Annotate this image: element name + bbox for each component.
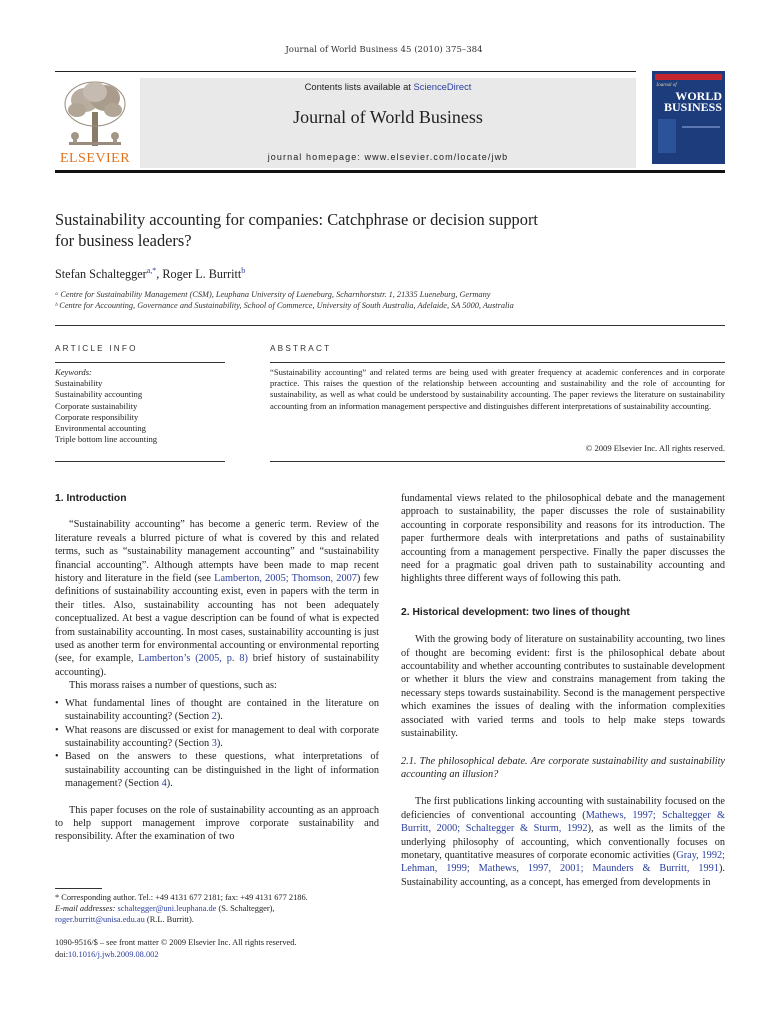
- subsection-text-a: The first publications linking accounting with sustainability focused on the deficiencies of conventional accounting (: [401, 796, 725, 821]
- sciencedirect-link[interactable]: ScienceDirect: [413, 81, 472, 92]
- question-list: [55, 697, 379, 791]
- intro-text-c: brief history of sustainability accounting).: [55, 653, 379, 678]
- keywords-block: [55, 367, 225, 445]
- journal-cover-image: [652, 71, 725, 164]
- question-text: What fundamental lines of thought are contained in the literature on sustainability accounting? (Section: [65, 697, 379, 723]
- keyword-item: Corporate sustainability: [55, 400, 138, 411]
- question-text-end: ).: [166, 778, 173, 790]
- cover-strip: [655, 74, 722, 80]
- section-link[interactable]: 3: [211, 737, 217, 749]
- issn-line: 1090-9516/$ – see front matter © 2009 Elsevier Inc. All rights reserved.: [55, 938, 297, 947]
- subsection-2-1-paragraph: [401, 795, 725, 889]
- intro-paragraph-2: This morass raises a number of questions, such as:: [69, 680, 277, 692]
- journal-homepage[interactable]: journal homepage: www.elsevier.com/locate/jwb: [267, 152, 509, 162]
- doi-line: [55, 949, 379, 961]
- contents-prefix: Contents lists available at: [304, 81, 414, 92]
- cover-world: WORLD: [675, 89, 722, 103]
- intro-paragraph-continued: fundamental views related to the philosophical debate and the management approach to sustainability, the paper discusses the role of sustainability accounting in corporate responsibility and reasons for its introduction. The paper furthermore deals with interpretations and paths of sustainability accounting from a management perspective. Finally the paper discusses the need for a pragmatic goal driven path to sustainability accounting and highlights three different ways of following this path.: [401, 493, 725, 585]
- contents-line: [140, 81, 636, 92]
- question-text-end: ).: [216, 711, 223, 723]
- author-list: [55, 266, 245, 282]
- section-link[interactable]: 4: [161, 778, 167, 790]
- cover-graphic: [658, 119, 676, 153]
- keyword-item: Sustainability: [55, 378, 103, 389]
- intro-paragraph-1: [55, 518, 379, 679]
- article-title-line-1: Sustainability accounting for companies: Catchphrase or decision support: [55, 210, 538, 229]
- cover-journal-of: Journal of: [656, 83, 677, 88]
- publisher-logo-text: ELSEVIER: [59, 151, 131, 166]
- affiliation-b: ᵇ Centre for Accounting, Governance and Sustainability, School of Commerce, University of South Australia, Adelaide, SA 5000, Australia: [55, 301, 514, 310]
- affiliation-a: ᵃ Centre for Sustainability Management (CSM), Leuphana University of Lueneburg, Scharnhorststr. 1, 21335 Lueneburg, Germany: [55, 290, 491, 299]
- citation-link[interactable]: Lamberton’s (2005, p. 8): [138, 653, 248, 665]
- header-rule-top: [55, 71, 636, 72]
- keyword-item: Triple bottom line accounting: [55, 434, 158, 445]
- question-list-item: [55, 697, 379, 724]
- section-2-paragraph: With the growing body of literature on sustainability accounting, two lines of thought are becoming evident: first is the philosophical debate about accountability and whether accounting contributes to sustainable development or whether it blurs the view and constrains management from taking the necessary steps towards sustainability. Second is the management perspective which examines the issues of dealing with the information complexities associated with varied terms and tools to help make steps towards sustainability.: [401, 634, 725, 740]
- author-1: Stefan Schaltegger: [55, 267, 147, 282]
- author-2-affil-link[interactable]: b: [241, 266, 246, 275]
- cover-business: BUSINESS: [663, 100, 722, 114]
- question-list-item: [55, 724, 379, 751]
- intro-paragraph-3: This paper focuses on the role of sustainability accounting as an approach to help support management improve corporate sustainability and responsibility. After the examination of two: [55, 804, 379, 843]
- subsection-2-1-heading: 2.1. The philosophical debate. Are corporate sustainability and sustainability accounting an illusion?: [401, 755, 725, 780]
- author-1-affil-link[interactable]: a,*: [146, 266, 157, 275]
- author-separator: ,: [156, 267, 163, 282]
- email-owner: (S. Schaltegger),: [216, 904, 275, 913]
- citation-link[interactable]: Gray, 1992; Lehman, 1999; Mathews, 1997, 2001; Maunders & Burritt, 1991: [401, 849, 725, 875]
- right-column: [401, 492, 725, 889]
- section-link[interactable]: 2: [211, 711, 217, 723]
- section-1-heading: 1. Introduction: [55, 493, 127, 504]
- keyword-item: Sustainability accounting: [55, 389, 143, 400]
- article-info-rule-bottom: [55, 461, 225, 462]
- article-info-rule-top: [55, 362, 225, 363]
- abstract-copyright: © 2009 Elsevier Inc. All rights reserved.: [585, 443, 725, 453]
- cover-graphic-line: [682, 126, 720, 128]
- header-rule-bottom: [55, 170, 725, 173]
- keyword-item: Corporate responsibility: [55, 411, 139, 422]
- question-list-item: [55, 750, 379, 790]
- section-divider: [55, 325, 725, 326]
- citation-link[interactable]: Mathews, 1997; Schaltegger & Burritt, 2000; Schaltegger & Sturm, 1992: [401, 809, 725, 835]
- keywords-label: Keywords:: [55, 367, 92, 377]
- doi-link[interactable]: 10.1016/j.jwb.2009.08.002: [68, 949, 159, 959]
- footer-meta: [55, 937, 379, 960]
- footnote: [55, 892, 379, 925]
- doi-prefix: doi:: [55, 949, 69, 959]
- article-title: [55, 209, 725, 251]
- section-2-heading: 2. Historical development: two lines of thought: [401, 606, 630, 618]
- email-link[interactable]: roger.burritt@unisa.edu.au: [55, 915, 145, 924]
- question-text: What reasons are discussed or exist for management to deal with corporate sustainability accounting? (Section: [65, 724, 379, 749]
- abstract-rule-top: [270, 362, 725, 363]
- abstract-rule-bottom: [270, 461, 725, 462]
- journal-reference: Journal of World Business 45 (2010) 375–384: [285, 45, 483, 55]
- subsection-text-c: ). Sustainability accounting, as a concept, has emerged from developments in: [401, 863, 725, 888]
- footnote-rule: [55, 888, 102, 889]
- corresponding-author: * Corresponding author. Tel.: +49 4131 677 2181; fax: +49 4131 677 2186.: [55, 893, 308, 902]
- article-info-heading: ARTICLE INFO: [55, 344, 138, 353]
- author-2: Roger L. Burritt: [162, 267, 242, 282]
- email-line: [55, 914, 379, 925]
- article-title-line-2: for business leaders?: [55, 231, 192, 250]
- abstract-heading: ABSTRACT: [270, 344, 332, 353]
- question-text-end: ).: [216, 737, 223, 749]
- left-column: [55, 492, 379, 844]
- citation-link[interactable]: Lamberton, 2005; Thomson, 2007: [214, 573, 357, 585]
- abstract-text: “Sustainability accounting” and related terms are being used with greater frequency at academic conferences and in corporate practice. This raises the question of the relationship between accounting and sustainability and the role of accounting for sustainability, as well as what could be understood by sustainability accounting. The paper reviews the literature on sustainability accounting from an information management perspective and distinguishes different interpretations of sustainability accounting.: [270, 367, 725, 411]
- keyword-item: Environmental accounting: [55, 423, 146, 434]
- subsection-text-b: ), as well as the limits of the underlying philosophy of accounting, which conventionally focuses on monetary, quantitative measures of corporate economic activities (: [401, 823, 726, 861]
- intro-text-a: “Sustainability accounting” has become a generic term. Review of the literature reveals a blurred picture of what is covered by this and related terms, such as “sustainability management accounting” and “sustainability financial accounting”. Although attempts have been made to map recent history and literature in the field (see: [55, 519, 379, 585]
- question-text: Based on the answers to these questions, what interpretations of sustainability accounting can be distinguished in the light of information management? (Section: [65, 751, 379, 790]
- intro-text-b: ) few definitions of sustainability accounting exist, even in papers with the term in their titles. Also, sustainability accounting has not been adequately conceptualized. At best a vague description can be found of what is expected from sustainability accounting. In most cases, sustainability accounting is just used as another term for environmental accounting or environmental reporting (see, for example,: [55, 573, 379, 665]
- journal-name: Journal of World Business: [293, 107, 483, 127]
- email-link[interactable]: schaltegger@uni.leuphana.de: [117, 904, 217, 913]
- email-line: [55, 903, 379, 914]
- email-label: E-mail addresses:: [55, 904, 118, 913]
- email-owner: (R.L. Burritt).: [144, 915, 194, 924]
